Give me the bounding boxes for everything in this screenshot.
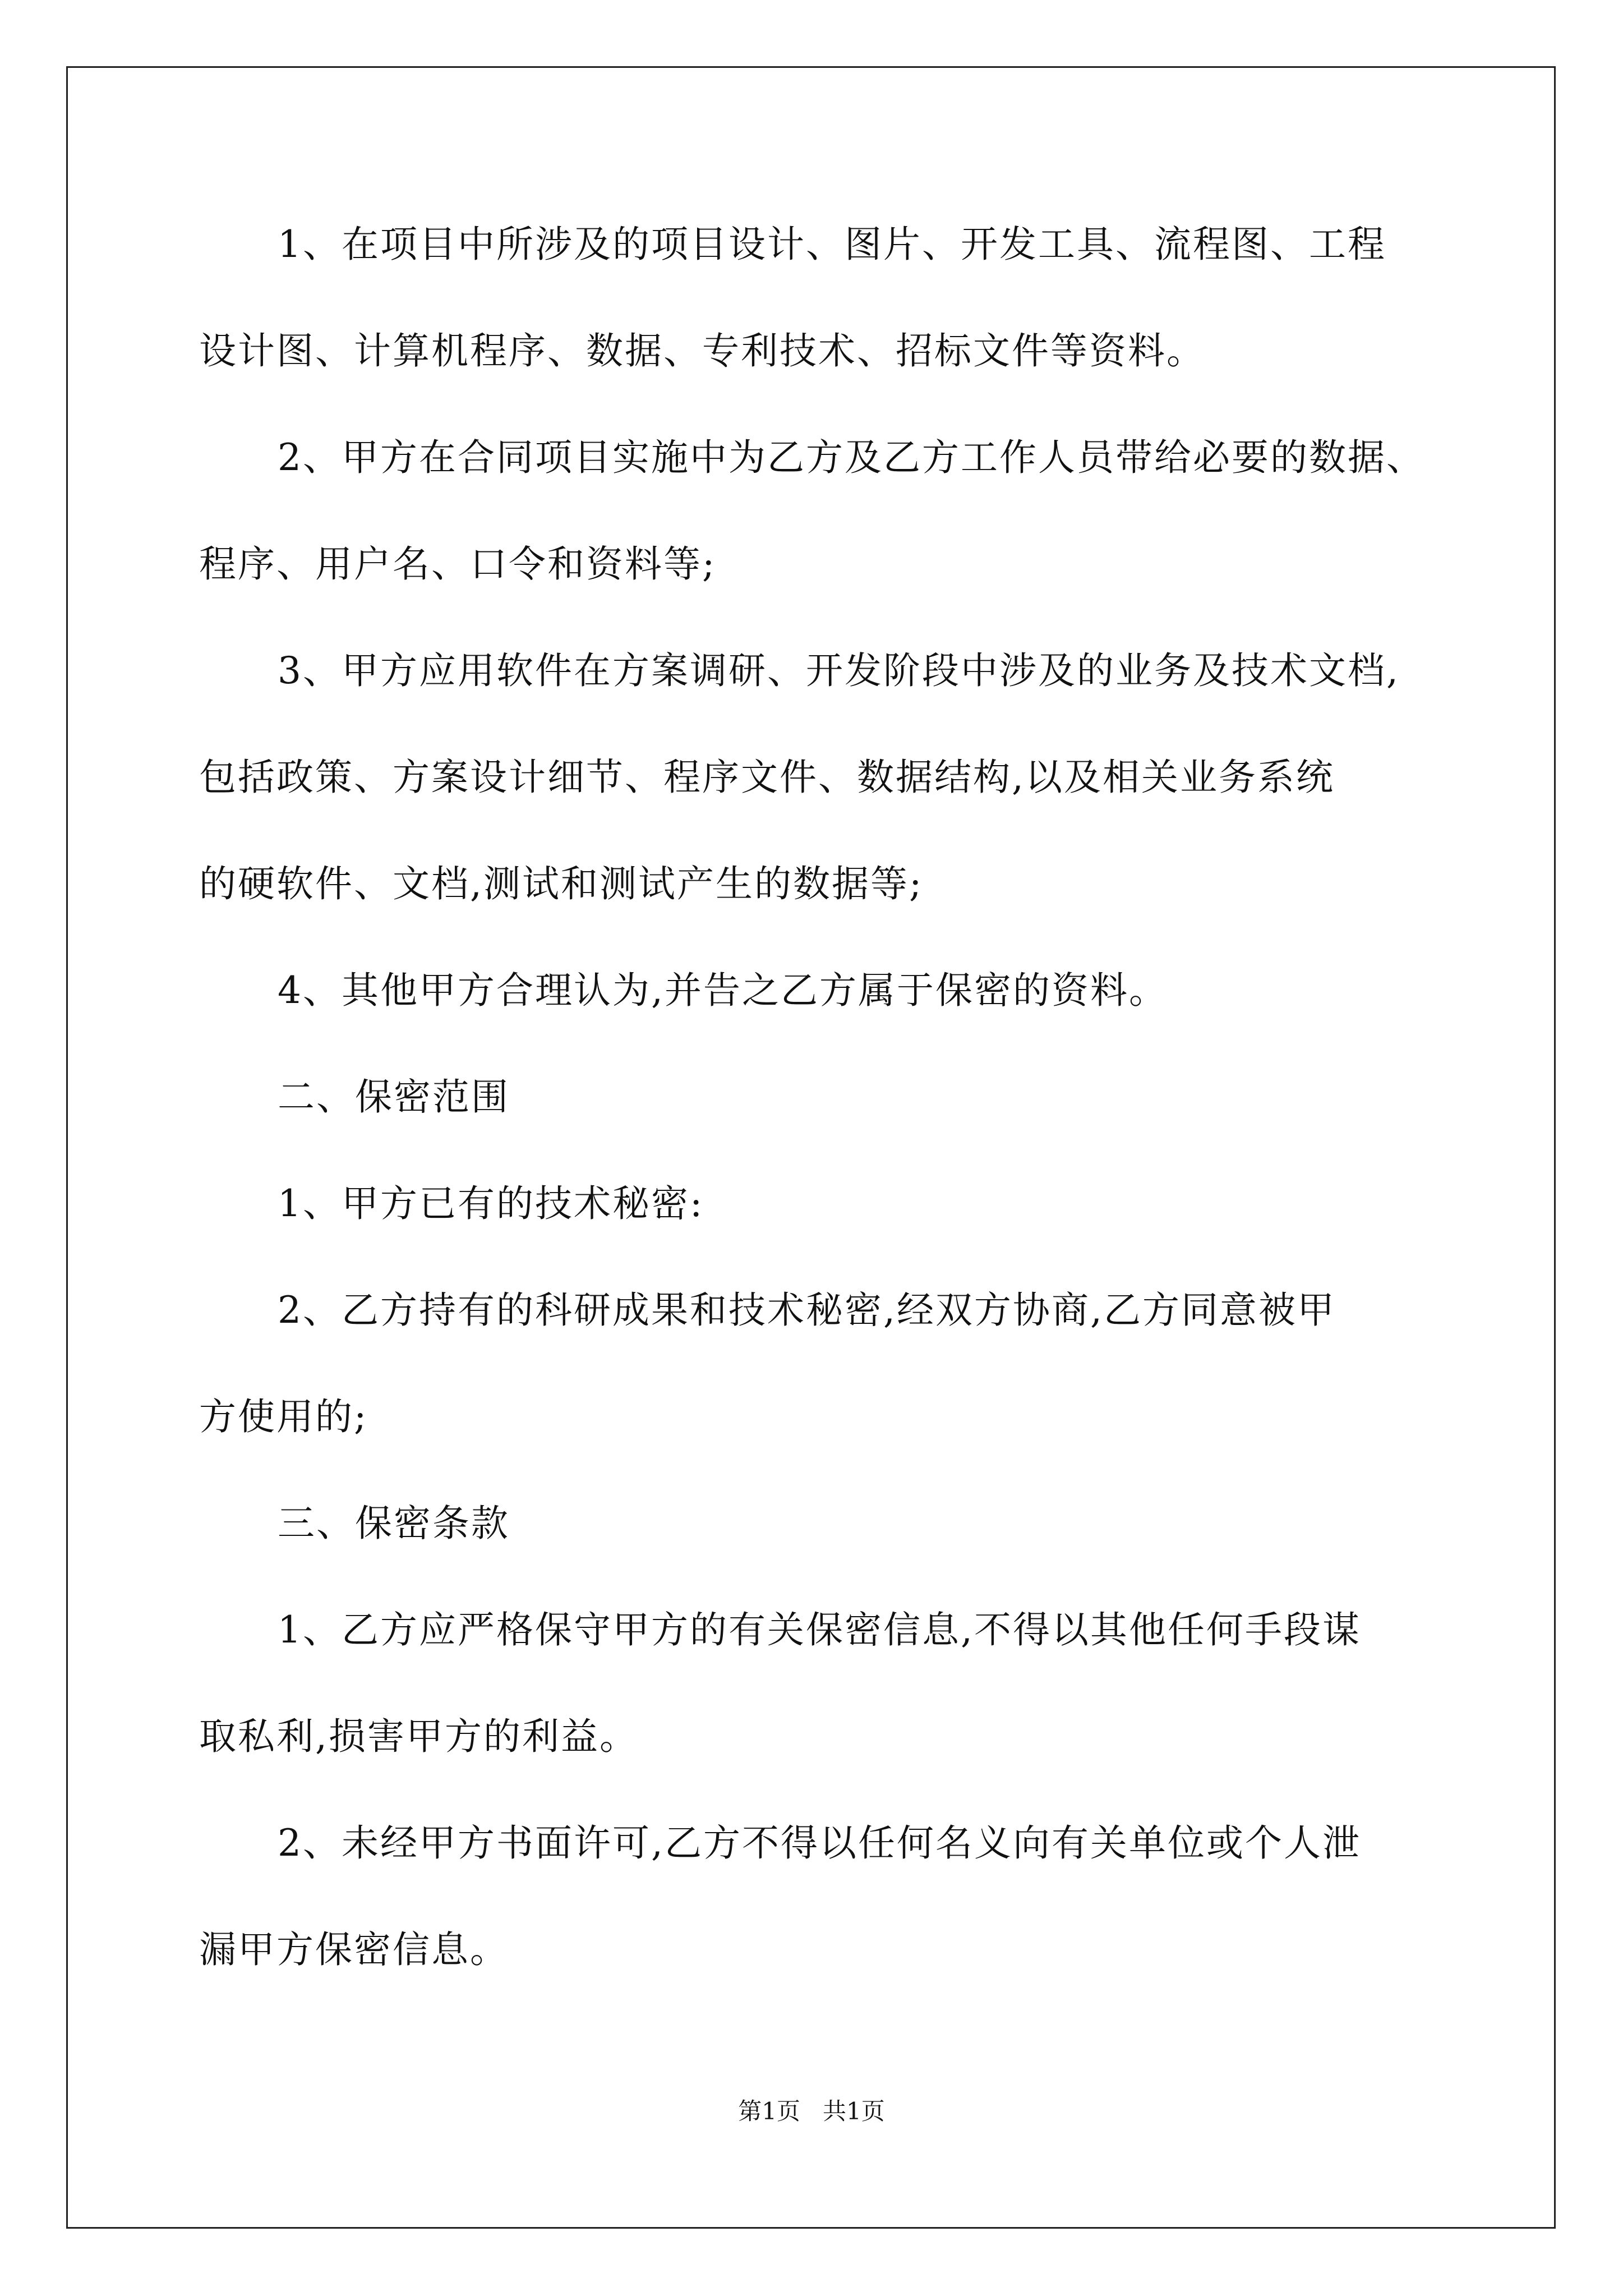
paragraph [199, 1177, 1427, 1230]
paragraph-line: 1、甲方已有的技术秘密: [278, 1182, 704, 1225]
paragraph-line: 漏甲方保密信息。 [199, 1928, 509, 1971]
paragraph-line: 取私利,损害甲方的利益。 [199, 1715, 638, 1758]
paragraph [199, 218, 1427, 378]
paragraph-line: 3、甲方应用软件在方案调研、开发阶段中涉及的业务及技术文档, [278, 649, 1400, 692]
section-heading [199, 1070, 1427, 1124]
paragraph-line: 1、乙方应严格保守甲方的有关保密信息,不得以其他任何手段谋 [278, 1608, 1361, 1651]
paragraph-line: 包括政策、方案设计细节、程序文件、数据结构,以及相关业务系统 [199, 756, 1335, 799]
paragraph-line: 程序、用户名、口令和资料等; [199, 542, 717, 586]
paragraph-line: 1、在项目中所涉及的项目设计、图片、开发工具、流程图、工程 [278, 223, 1386, 266]
section-heading-text: 二、保密范围 [278, 1075, 510, 1119]
paragraph-line: 设计图、计算机程序、数据、专利技术、招标文件等资料。 [199, 329, 1205, 372]
paragraph [199, 1283, 1427, 1443]
paragraph-line: 4、其他甲方合理认为,并告之乙方属于保密的资料。 [278, 969, 1168, 1012]
section-heading-text: 三、保密条款 [278, 1502, 510, 1545]
paragraph-line: 方使用的; [199, 1395, 368, 1438]
paragraph-line: 2、甲方在合同项目实施中为乙方及乙方工作人员带给必要的数据、 [278, 436, 1425, 479]
page-number-label: 第1页 共1页 [738, 2097, 885, 2125]
paragraph [199, 431, 1427, 591]
section-heading [199, 1497, 1427, 1550]
paragraph-line: 2、未经甲方书面许可,乙方不得以任何名义向有关单位或个人泄 [278, 1821, 1361, 1865]
page-footer [0, 2097, 1623, 2126]
paragraph [199, 964, 1427, 1017]
paragraph [199, 1816, 1427, 1976]
paragraph [199, 644, 1427, 910]
paragraph-line: 2、乙方持有的科研成果和技术秘密,经双方协商,乙方同意被甲 [278, 1289, 1336, 1332]
paragraph [199, 1603, 1427, 1763]
paragraph-line: 的硬软件、文档,测试和测试产生的数据等; [199, 862, 924, 905]
document-body [199, 218, 1427, 2030]
